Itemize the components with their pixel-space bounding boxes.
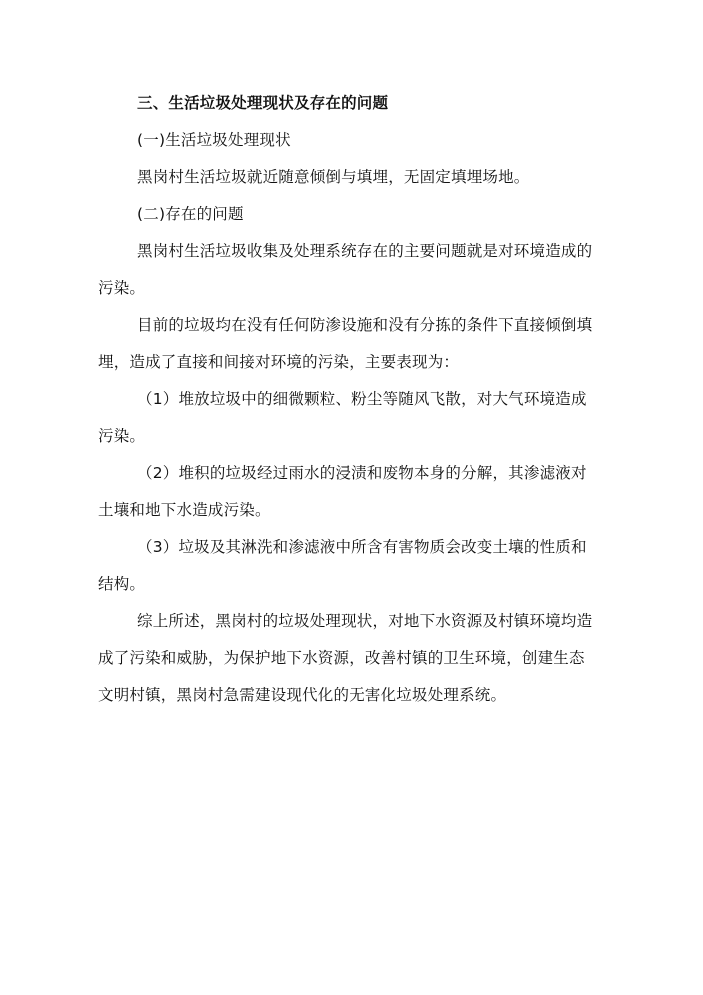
paragraph-line: 埋，造成了直接和间接对环境的污染，主要表现为： (98, 353, 460, 371)
paragraph-line: 黑岗村生活垃圾收集及处理系统存在的主要问题就是对环境造成的 (137, 242, 593, 260)
subsection-heading-2: (二)存在的问题 (137, 205, 244, 223)
list-item-line: 结构。 (98, 575, 146, 593)
paragraph-line: 黑岗村生活垃圾就近随意倾倒与填埋，无固定填埋场地。 (137, 168, 530, 186)
paragraph-line: 目前的垃圾均在没有任何防渗设施和没有分拣的条件下直接倾倒填 (137, 316, 593, 334)
subsection-heading-1: (一)生活垃圾处理现状 (137, 131, 291, 149)
list-item-line: （1）堆放垃圾中的细微颗粒、粉尘等随风飞散，对大气环境造成 (137, 390, 587, 408)
paragraph-line: 污染。 (98, 279, 146, 297)
summary-line: 文明村镇，黑岗村急需建设现代化的无害化垃圾处理系统。 (98, 686, 507, 704)
summary-line: 成了污染和威胁，为保护地下水资源，改善村镇的卫生环境，创建生态 (98, 649, 585, 667)
list-item-line: （3）垃圾及其淋洗和渗滤液中所含有害物质会改变土壤的性质和 (137, 538, 587, 556)
list-item-line: （2）堆积的垃圾经过雨水的浸渍和废物本身的分解，其渗滤液对 (137, 464, 587, 482)
section-heading: 三、生活垃圾处理现状及存在的问题 (137, 94, 389, 112)
list-item-line: 土壤和地下水造成污染。 (98, 501, 271, 519)
summary-line: 综上所述，黑岗村的垃圾处理现状，对地下水资源及村镇环境均造 (137, 612, 593, 630)
list-item-line: 污染。 (98, 427, 146, 445)
